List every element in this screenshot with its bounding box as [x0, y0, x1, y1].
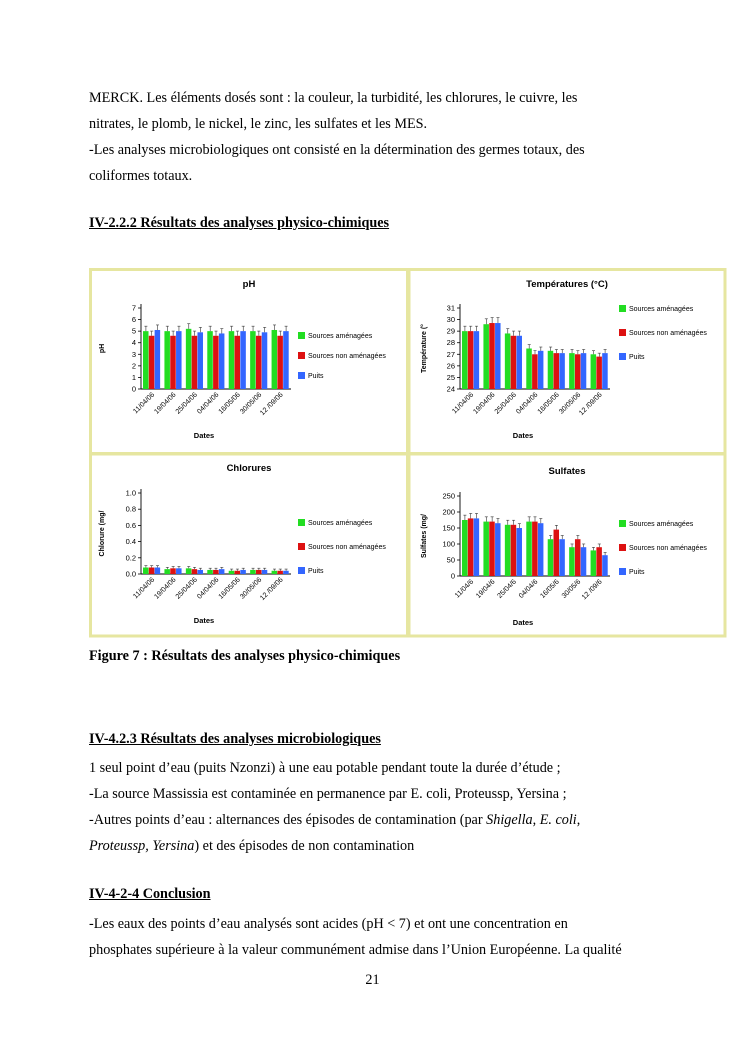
- bar-sources-non-amenagees: [213, 336, 219, 389]
- micro-line-3-sep1: ,: [532, 812, 540, 828]
- conclusion-line-1: -Les eaux des points d’eau analysés sont acides (pH < 7) et ont une concentration en: [89, 916, 568, 932]
- bar-sources-amenagees: [462, 520, 468, 576]
- bar-sources-amenagees: [229, 331, 235, 389]
- bar-sources-non-amenagees: [575, 539, 581, 576]
- y-axis-label: Température (°: [421, 324, 428, 373]
- y-tick-label: 0.4: [125, 537, 136, 547]
- y-tick-label: 200: [442, 507, 455, 517]
- y-tick-label: 28: [446, 338, 455, 348]
- bar-sources-non-amenagees: [554, 530, 560, 576]
- legend-puits-swatch: [619, 568, 626, 575]
- micro-line-2: -La source Massissia est contaminée en permanence par E. coli, Proteussp, Yersina ;: [89, 786, 567, 802]
- bar-sources-non-amenagees: [277, 571, 283, 574]
- y-tick-label: 30: [446, 315, 455, 325]
- bar-sources-amenagees: [505, 525, 511, 576]
- micro-line-4-after: ) et des épisodes de non contamination: [194, 838, 415, 854]
- bar-puits: [602, 555, 608, 576]
- bar-sources-amenagees: [250, 570, 256, 574]
- micro-line-1: 1 seul point d’eau (puits Nzonzi) à une eau potable pendant toute la durée d’étude ;: [89, 760, 561, 776]
- legend-sources-non-amenagees: Sources non aménagées: [308, 353, 386, 360]
- bar-sources-amenagees: [229, 571, 235, 574]
- legend-puits: Puits: [308, 568, 324, 575]
- y-tick-label: 0.0: [125, 569, 136, 579]
- legend-puits-swatch: [619, 353, 626, 360]
- bar-sources-amenagees: [272, 571, 278, 574]
- bar-puits: [581, 547, 587, 576]
- x-axis-label: Dates: [193, 616, 215, 625]
- bar-sources-non-amenagees: [596, 547, 602, 576]
- bar-sources-amenagees: [164, 569, 170, 574]
- chart-title: Chlorures: [226, 463, 272, 474]
- bar-sources-non-amenagees: [468, 331, 474, 389]
- bar-sources-amenagees: [483, 324, 489, 389]
- x-tick-label: 30/05/06: [558, 391, 583, 416]
- micro-line-4: [89, 833, 656, 859]
- x-tick-label: 04/04/06: [196, 391, 221, 416]
- y-tick-label: 27: [446, 349, 455, 359]
- y-axis-label: pH: [99, 343, 106, 354]
- section-heading-physico-chimique: IV-2.2.2 Résultats des analyses physico-chimiques: [89, 215, 390, 231]
- x-tick-label: 25/04/6: [496, 578, 518, 600]
- bar-sources-amenagees: [207, 331, 213, 389]
- bar-sources-amenagees: [591, 550, 597, 576]
- x-axis-label: Dates: [193, 431, 215, 440]
- bar-sources-amenagees: [164, 331, 170, 389]
- bar-sources-non-amenagees: [192, 569, 198, 574]
- bar-sources-non-amenagees: [511, 525, 517, 576]
- legend-sources-amenagees: Sources aménagées: [308, 520, 373, 527]
- bar-sources-amenagees: [250, 331, 256, 389]
- legend-sources-non-amenagees: Sources non aménagées: [308, 544, 386, 551]
- legend-puits: Puits: [629, 354, 645, 361]
- legend-sources-non-amenagees-swatch: [619, 544, 626, 551]
- bar-sources-amenagees: [143, 331, 149, 389]
- bar-puits: [176, 331, 182, 389]
- x-axis-label: Dates: [512, 431, 534, 440]
- x-tick-label: 25/04/06: [493, 391, 518, 416]
- x-tick-label: 04/04/06: [515, 391, 540, 416]
- bar-puits: [219, 333, 225, 389]
- bar-sources-amenagees: [548, 539, 554, 576]
- section-heading-conclusion: IV-4-2-4 Conclusion: [89, 886, 211, 902]
- bar-sources-non-amenagees: [149, 336, 155, 389]
- intro-line-3: -Les analyses microbiologiques ont consisté en la détermination des germes totaux, des: [89, 142, 585, 158]
- x-tick-label: 11/04/06: [132, 576, 157, 601]
- bar-puits: [240, 331, 246, 389]
- x-tick-label: 12 /09/06: [578, 391, 604, 418]
- legend-sources-amenagees-swatch: [619, 305, 626, 312]
- bar-puits: [262, 570, 268, 574]
- y-tick-label: 0: [131, 384, 136, 394]
- bar-sources-non-amenagees: [213, 570, 219, 574]
- bar-sources-non-amenagees: [235, 336, 241, 389]
- y-tick-label: 1: [131, 372, 136, 382]
- bar-puits: [219, 569, 225, 574]
- bar-sources-amenagees: [143, 568, 149, 574]
- bar-puits: [176, 568, 182, 574]
- bar-puits: [495, 523, 501, 576]
- y-tick-label: 250: [442, 491, 455, 501]
- bar-sources-amenagees: [591, 354, 597, 389]
- bar-sources-non-amenagees: [256, 570, 262, 574]
- bar-sources-non-amenagees: [192, 336, 198, 389]
- x-tick-label: 30/05/6: [560, 578, 583, 600]
- legend-sources-amenagees: Sources aménagées: [629, 521, 694, 528]
- bar-puits: [559, 353, 565, 389]
- x-tick-label: 19/04/6: [475, 578, 497, 600]
- y-tick-label: 25: [446, 372, 455, 382]
- bar-sources-non-amenagees: [489, 323, 495, 389]
- bar-puits: [516, 528, 522, 576]
- bar-sources-amenagees: [462, 331, 468, 389]
- y-tick-label: 7: [131, 303, 136, 313]
- conclusion-line-2: phosphates supérieure à la valeur communément admise dans l’Union Européenne. La qualité: [89, 942, 622, 958]
- bar-sources-amenagees: [569, 547, 575, 576]
- y-tick-label: 26: [446, 361, 455, 371]
- legend-puits-swatch: [298, 567, 305, 574]
- legend-sources-amenagees: Sources aménagées: [308, 333, 373, 340]
- bar-puits: [516, 336, 522, 389]
- y-tick-label: 150: [442, 523, 455, 533]
- y-tick-label: 0.2: [125, 553, 136, 563]
- intro-line-1: MERCK. Les éléments dosés sont : la couleur, la turbidité, les chlorures, le cuivre, les: [89, 90, 578, 106]
- legend-puits-swatch: [298, 372, 305, 379]
- y-axis-label: Chlorure (mg/: [99, 510, 106, 557]
- legend-sources-non-amenagees: Sources non aménagées: [629, 330, 707, 337]
- figure-physico-chimique: [89, 268, 727, 638]
- y-tick-label: 4: [131, 338, 136, 348]
- legend-sources-amenagees: Sources aménagées: [629, 306, 694, 313]
- micro-line-3: [89, 807, 656, 833]
- legend-sources-non-amenagees-swatch: [619, 329, 626, 336]
- section-heading-microbiologique: IV-4.2.3 Résultats des analyses microbiologiques: [89, 731, 381, 747]
- bar-puits: [474, 518, 480, 576]
- y-tick-label: 50: [446, 555, 455, 565]
- x-tick-label: 12 /09/06: [259, 576, 285, 603]
- bar-sources-non-amenagees: [596, 357, 602, 389]
- y-tick-label: 6: [131, 315, 136, 325]
- bar-sources-amenagees: [526, 349, 532, 390]
- y-tick-label: 5: [131, 326, 136, 336]
- bar-sources-non-amenagees: [277, 336, 283, 389]
- bar-puits: [474, 331, 480, 389]
- y-tick-label: 24: [446, 384, 455, 394]
- bar-sources-non-amenagees: [554, 353, 560, 389]
- bar-puits: [262, 332, 268, 389]
- bar-sources-non-amenagees: [575, 354, 581, 389]
- page-number: 21: [365, 972, 380, 988]
- intro-line-2: nitrates, le plomb, le nickel, le zinc, les sulfates et les MES.: [89, 116, 428, 132]
- bar-sources-non-amenagees: [489, 522, 495, 576]
- y-tick-label: 0: [450, 571, 455, 581]
- micro-line-3-sep2: ,: [576, 812, 581, 828]
- figure-caption: Figure 7 : Résultats des analyses physico-chimiques: [89, 648, 401, 664]
- bar-puits: [197, 570, 203, 574]
- y-tick-label: 29: [446, 326, 455, 336]
- y-tick-label: 31: [446, 303, 455, 313]
- bar-puits: [559, 539, 565, 576]
- x-tick-label: 30/05/06: [239, 391, 264, 416]
- x-tick-label: 16/05/06: [536, 391, 561, 416]
- organism-proteus-yersina: Proteussp, Yersina: [89, 838, 195, 854]
- x-tick-label: 04/04/06: [196, 576, 221, 601]
- organism-ecoli: E. coli: [539, 812, 577, 828]
- y-tick-label: 0.6: [125, 520, 136, 530]
- y-tick-label: 100: [442, 539, 455, 549]
- bar-sources-non-amenagees: [149, 568, 155, 574]
- legend-puits: Puits: [629, 569, 645, 576]
- bar-puits: [197, 332, 203, 389]
- x-tick-label: 16/05/06: [217, 576, 242, 601]
- bar-sources-amenagees: [207, 570, 213, 574]
- bar-sources-amenagees: [186, 568, 192, 574]
- bar-puits: [240, 570, 246, 574]
- legend-sources-non-amenagees: Sources non aménagées: [629, 545, 707, 552]
- bar-sources-amenagees: [505, 333, 511, 389]
- x-tick-label: 11/04/6: [454, 578, 476, 600]
- bar-sources-amenagees: [483, 522, 489, 576]
- bar-puits: [538, 523, 544, 576]
- bar-sources-non-amenagees: [532, 354, 538, 389]
- y-tick-label: 0.8: [125, 504, 136, 514]
- x-tick-label: 19/04/06: [153, 576, 178, 601]
- x-tick-label: 19/04/06: [153, 391, 178, 416]
- x-tick-label: 12 /09/06: [259, 391, 285, 418]
- intro-line-4: coliformes totaux.: [89, 168, 193, 184]
- chart-title: pH: [242, 279, 256, 290]
- y-tick-label: 3: [131, 349, 136, 359]
- legend-sources-non-amenagees-swatch: [298, 543, 305, 550]
- bar-sources-amenagees: [186, 329, 192, 389]
- bar-puits: [602, 353, 608, 389]
- bar-sources-non-amenagees: [468, 518, 474, 576]
- y-axis-label: Sulfates (mg/: [421, 514, 428, 558]
- x-tick-label: 12 /09/6: [580, 578, 604, 602]
- bar-puits: [538, 351, 544, 389]
- chart-title: Températures (°C): [526, 279, 608, 290]
- bar-puits: [495, 323, 501, 389]
- x-tick-label: 25/04/06: [174, 576, 199, 601]
- bar-sources-amenagees: [569, 353, 575, 389]
- legend-sources-non-amenagees-swatch: [298, 352, 305, 359]
- x-tick-label: 11/04/06: [132, 391, 157, 416]
- panel-frame-ph: [91, 270, 408, 454]
- bar-sources-non-amenagees: [511, 336, 517, 389]
- y-tick-label: 1.0: [125, 488, 136, 498]
- legend-puits: Puits: [308, 373, 324, 380]
- bar-puits: [283, 331, 289, 389]
- bar-puits: [155, 568, 161, 574]
- x-tick-label: 11/04/06: [451, 391, 476, 416]
- x-tick-label: 16/05/6: [539, 578, 561, 600]
- panel-frame-temperature: [409, 270, 725, 454]
- bar-puits: [283, 571, 289, 574]
- bar-sources-non-amenagees: [170, 336, 176, 389]
- x-tick-label: 16/05/06: [217, 391, 242, 416]
- y-tick-label: 2: [131, 361, 136, 371]
- bar-sources-amenagees: [272, 330, 278, 389]
- bar-sources-non-amenagees: [532, 522, 538, 576]
- bar-sources-amenagees: [526, 522, 532, 576]
- bar-puits: [155, 330, 161, 389]
- bar-sources-non-amenagees: [170, 568, 176, 574]
- bar-sources-non-amenagees: [235, 571, 241, 574]
- x-tick-label: 04/04/6: [517, 578, 540, 600]
- chart-title: Sulfates: [548, 466, 586, 477]
- legend-sources-amenagees-swatch: [298, 332, 305, 339]
- x-tick-label: 30/05/06: [239, 576, 264, 601]
- x-axis-label: Dates: [512, 618, 534, 627]
- bar-puits: [581, 353, 587, 389]
- bar-sources-amenagees: [548, 351, 554, 389]
- micro-line-3-before: -Autres points d’eau : alternances des épisodes de contamination (par: [89, 812, 487, 828]
- legend-sources-amenagees-swatch: [619, 520, 626, 527]
- organism-shigella: Shigella: [486, 812, 533, 828]
- x-tick-label: 25/04/06: [174, 391, 199, 416]
- legend-sources-amenagees-swatch: [298, 519, 305, 526]
- bar-sources-non-amenagees: [256, 336, 262, 389]
- x-tick-label: 19/04/06: [472, 391, 497, 416]
